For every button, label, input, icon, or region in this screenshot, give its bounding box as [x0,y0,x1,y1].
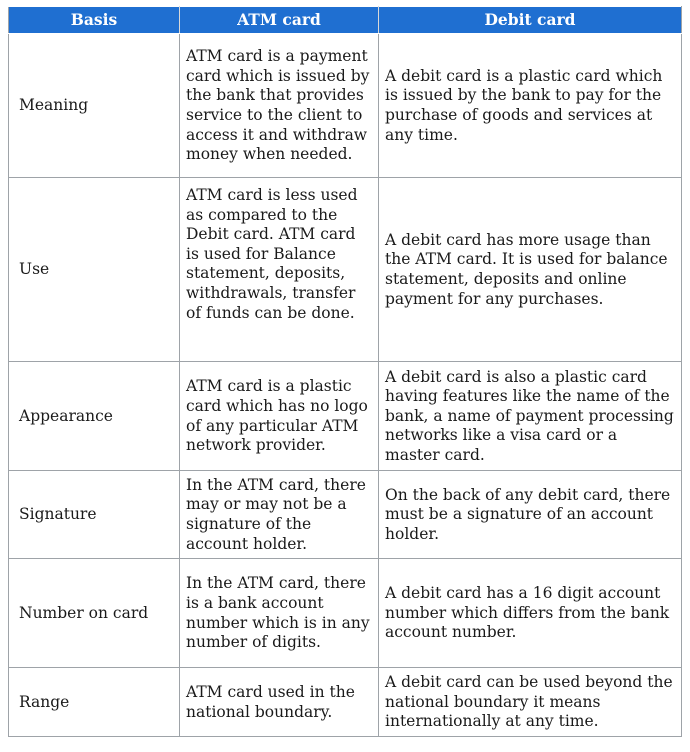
comparison-table [8,6,682,737]
cell-basis: Range [9,668,180,737]
cell-atm: In the ATM card, there is a bank account number which is in any number of digits. [180,559,379,668]
header-debit-card: Debit card [379,7,682,34]
table-row [9,471,682,559]
cell-atm: ATM card is a plastic card which has no logo of any particular ATM network provider. [180,362,379,471]
cell-atm: ATM card is a payment card which is issued by the bank that provides service to the client to access it and withdraw money when needed. [180,34,379,178]
cell-basis: Signature [9,471,180,559]
table-row [9,668,682,737]
header-basis: Basis [9,7,180,34]
header-row [9,7,682,34]
table-row [9,178,682,362]
table-row [9,34,682,178]
cell-debit: A debit card has more usage than the ATM card. It is used for balance statement, deposits and online payment for any purchases. [379,178,682,362]
cell-basis: Meaning [9,34,180,178]
cell-atm: ATM card used in the national boundary. [180,668,379,737]
cell-atm: In the ATM card, there may or may not be a signature of the account holder. [180,471,379,559]
table-row [9,362,682,471]
cell-debit: A debit card is also a plastic card having features like the name of the bank, a name of payment processing networks like a visa card or a master card. [379,362,682,471]
cell-debit: On the back of any debit card, there must be a signature of an account holder. [379,471,682,559]
cell-debit: A debit card is a plastic card which is issued by the bank to pay for the purchase of goods and services at any time. [379,34,682,178]
header-atm-card: ATM card [180,7,379,34]
cell-debit: A debit card can be used beyond the national boundary it means internationally at any time. [379,668,682,737]
table-row [9,559,682,668]
cell-basis: Use [9,178,180,362]
cell-basis: Number on card [9,559,180,668]
cell-basis: Appearance [9,362,180,471]
cell-debit: A debit card has a 16 digit account number which differs from the bank account number. [379,559,682,668]
cell-atm: ATM card is less used as compared to the Debit card. ATM card is used for Balance statement, deposits, withdrawals, transfer of funds can be done. [180,178,379,362]
